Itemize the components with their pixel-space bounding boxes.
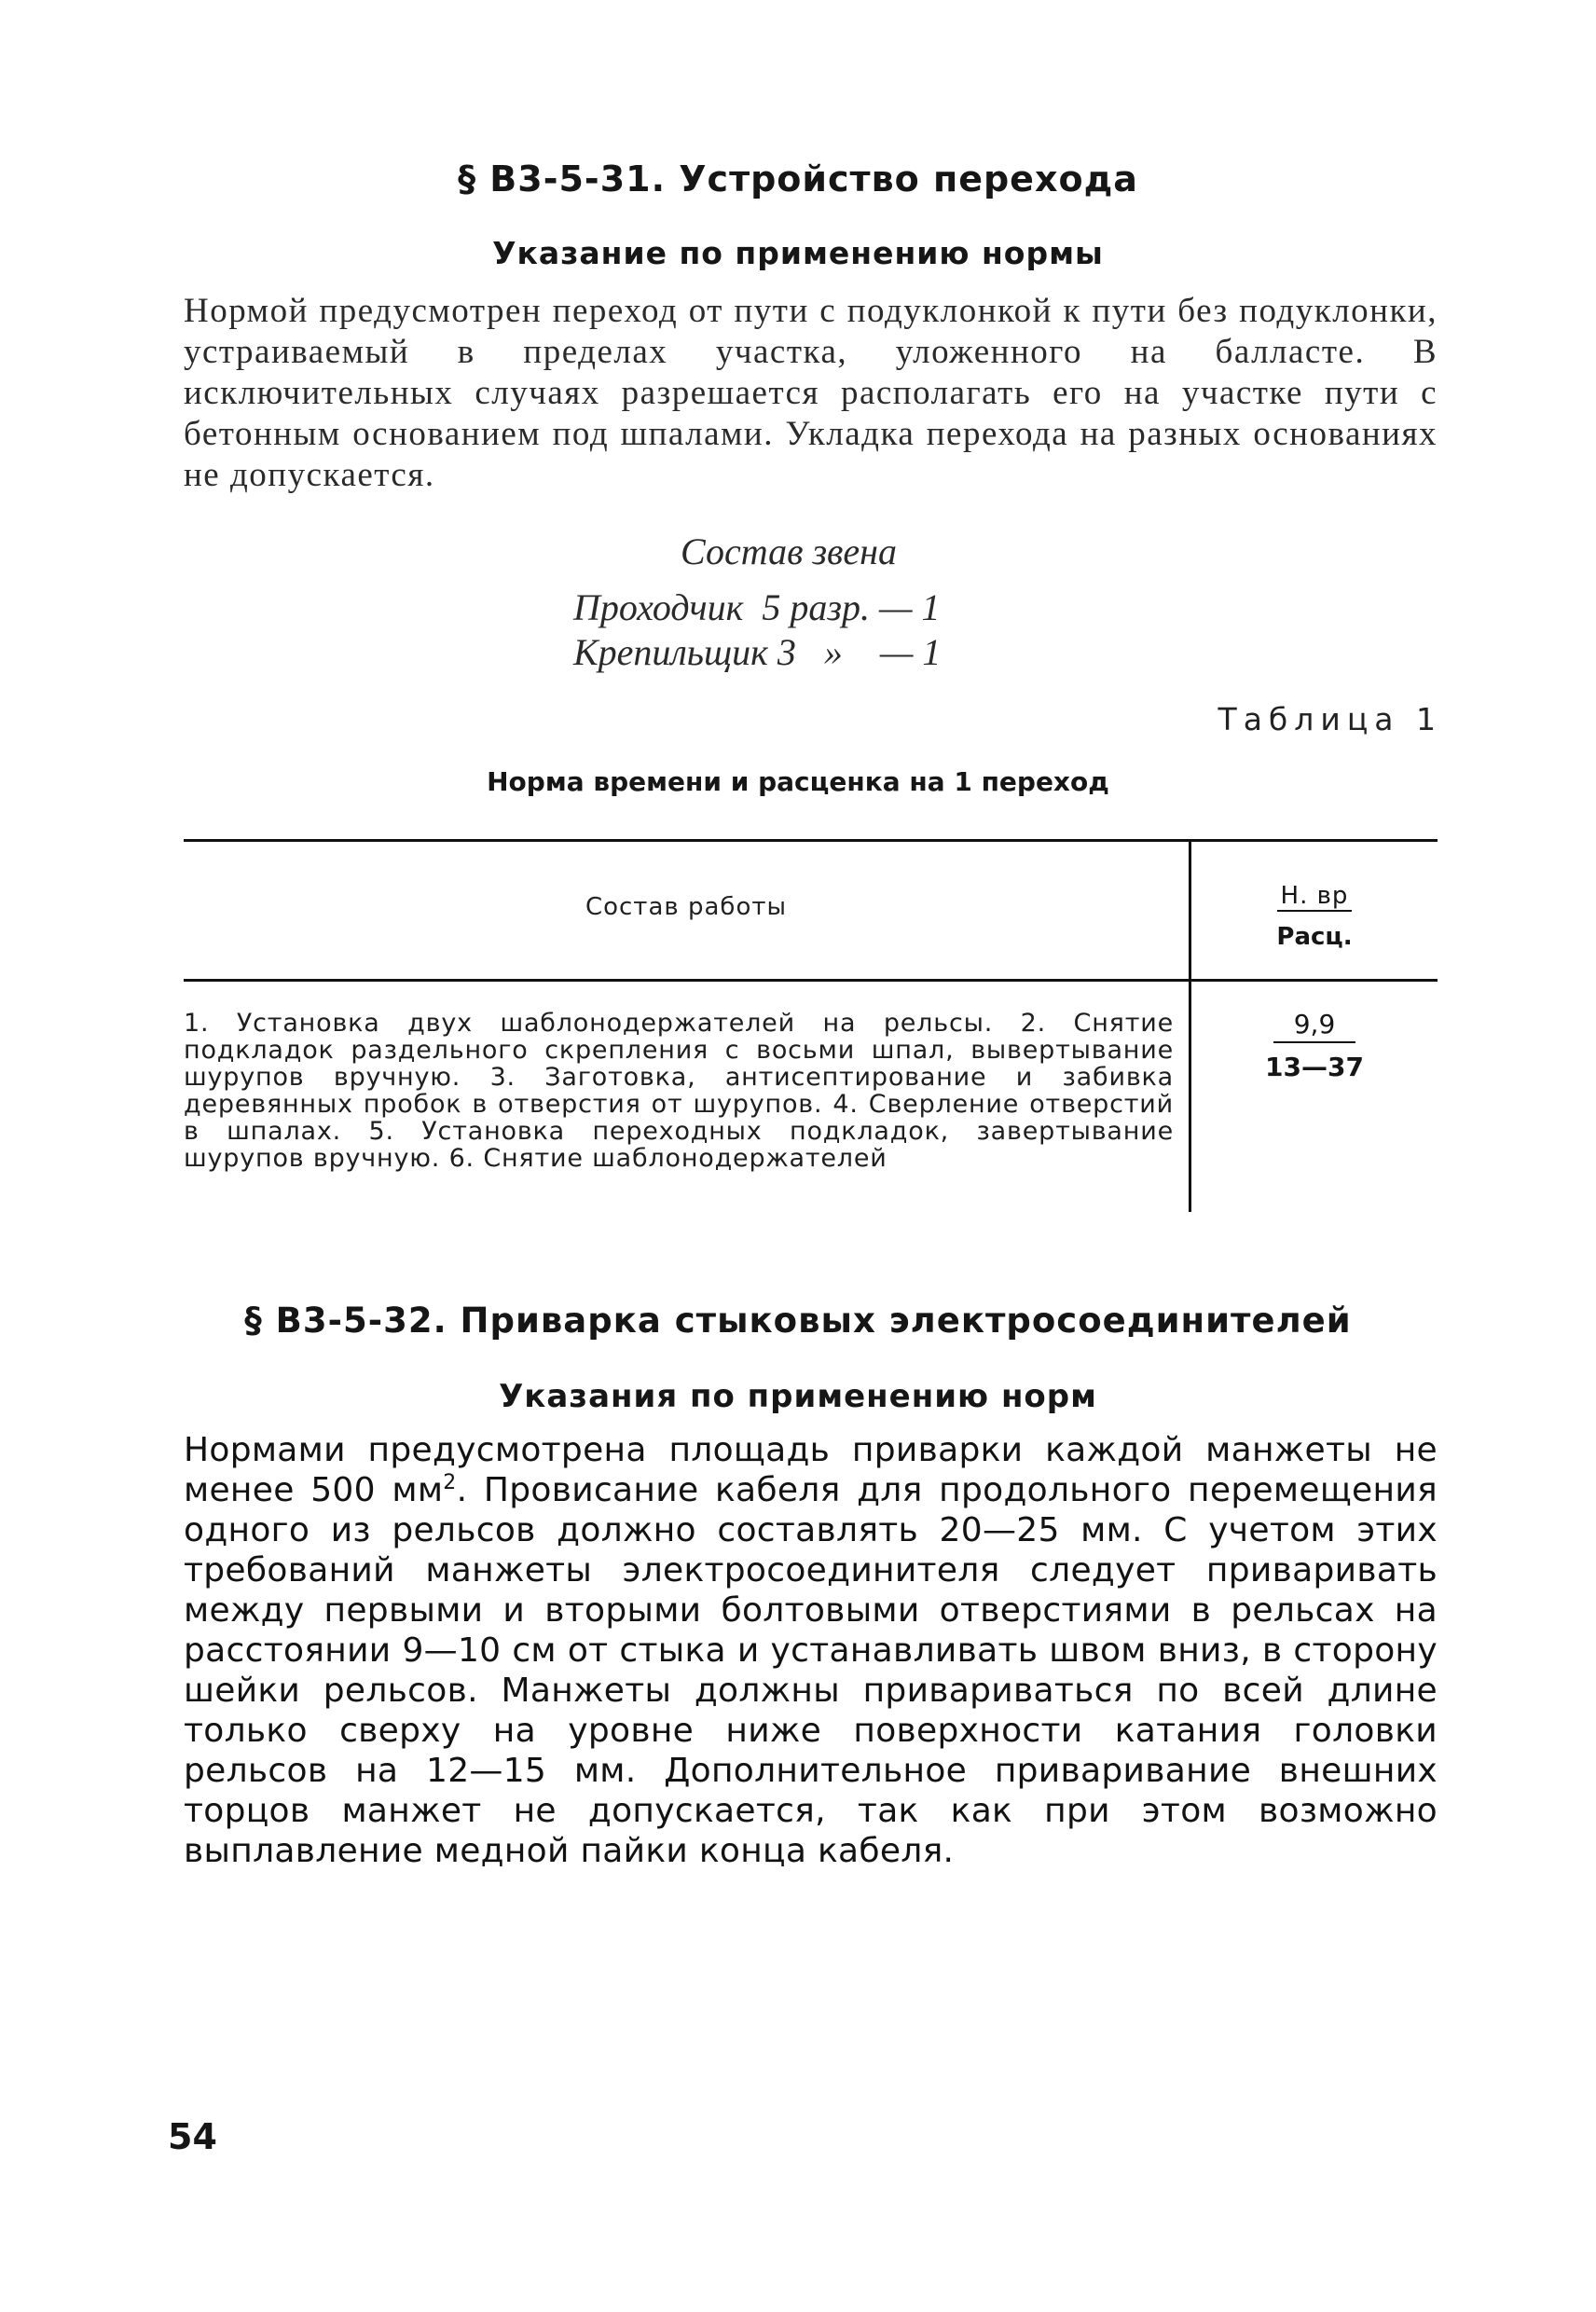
table-label: Таблица 1	[1218, 701, 1442, 737]
table-top-rule	[184, 839, 1438, 842]
norm-time-label: Н. вр	[1277, 882, 1353, 912]
norm-time-value: 9,9	[1273, 1009, 1356, 1043]
section-subheading-norm-usage: Указание по применению нормы	[492, 235, 1104, 271]
table-cell-work-description: 1. Установка двух шаблонодержателей на рельсы. 2. Снятие подкладок раздельного скрепления с восьми шпал, вывертывание шурупов вручную. 3. Заготовка, антисептирование и забивка деревянных пробок в отверстия от шурупов. 4. Сверление отверстий в шпалах. 5. Установка переходных подкладок, завертывание шурупов вручную. 6. Снятие шаблонодержателей	[184, 1009, 1174, 1173]
paragraph-text-part1: Нормами предусмотрена площадь приварки каждой манжеты не менее 500 мм	[184, 1431, 1438, 1509]
table-cell-norm-time	[1191, 1009, 1438, 1043]
table-cell-rate: 13—37	[1265, 1052, 1364, 1082]
table-header-rule	[184, 979, 1438, 982]
column-header-norm-time	[1191, 882, 1438, 910]
column-header-rate: Расц.	[1276, 923, 1353, 951]
section-paragraph-welding	[184, 1430, 1438, 1871]
page-number: 54	[168, 2116, 217, 2157]
section-heading-b3-5-32: § В3-5-32. Приварка стыковых электросоединителей	[244, 1300, 1352, 1341]
section-subheading-norms-usage: Указания по применению норм	[499, 1378, 1097, 1415]
crew-member: Проходчик 5 разр. — 1	[573, 586, 941, 628]
table-caption: Норма времени и расценка на 1 переход	[487, 766, 1109, 797]
column-header-work: Состав работы	[585, 893, 788, 921]
section-paragraph-transition: Нормой предусмотрен переход от пути с подуклонкой к пути без подуклонки, устраиваемый в пределах участка, уложенного на балласте. В исключительных случаях разрешается располагать его на участке пути с бетонным основанием под шпалами. Укладка перехода на разных основаниях не допускается.	[184, 292, 1438, 494]
superscript-exponent: 2	[443, 1471, 457, 1494]
paragraph-text-part2: . Провисание кабеля для продольного перемещения одного из рельсов должно составлять 20—25 мм. С учетом этих требований манжеты электросоединителя следует приваривать между первыми и вторыми болтовыми отверстиями в рельсах на расстоянии 9—10 см от стыка и устанавливать швом вниз, в сторону шейки рельсов. Манжеты должны привариваться по всей длине только сверху на уровне ниже поверхности катания головки рельсов на 12—15 мм. Дополнительное приваривание внешних торцов манжет не допускается, так как при этом возможно выплавление медной пайки конца кабеля.	[184, 1471, 1438, 1870]
crew-member: Крепильщик 3 » — 1	[573, 631, 942, 673]
crew-title: Состав звена	[681, 530, 898, 572]
section-heading-b3-5-31: § В3-5-31. Устройство перехода	[458, 158, 1138, 200]
